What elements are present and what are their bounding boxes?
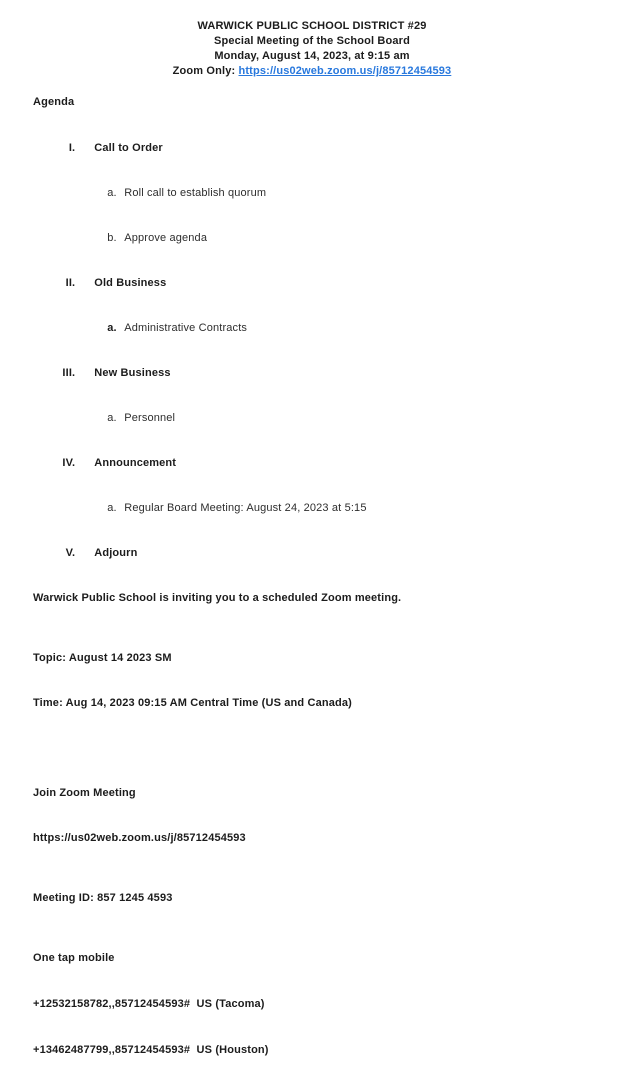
topic-line: Topic: August 14 2023 SM — [33, 652, 172, 664]
header-meeting-subtitle: Special Meeting of the School Board — [214, 35, 410, 47]
agenda-item-adjourn — [33, 531, 594, 576]
header-date-line: Monday, August 14, 2023, at 9:15 am — [214, 50, 410, 62]
header-zoom-line — [33, 64, 591, 79]
zoom-only-label: Zoom Only: — [172, 65, 239, 77]
one-tap-label: One tap mobile — [33, 952, 115, 964]
agenda-item-call-to-order — [33, 126, 594, 171]
subitem-marker: b. — [107, 232, 117, 244]
document-header — [33, 19, 591, 79]
subitem-marker: a. — [107, 187, 117, 199]
header-district-title: WARWICK PUBLIC SCHOOL DISTRICT #29 — [197, 20, 427, 32]
agenda-item-label: Adjourn — [94, 547, 138, 559]
subitem-text: Regular Board Meeting: August 24, 2023 at 5:15 — [124, 502, 367, 514]
subitem-text: Personnel — [124, 412, 176, 424]
subitem-marker: a. — [107, 502, 117, 514]
agenda-subitem-approve-agenda — [33, 216, 594, 261]
agenda-heading: Agenda — [33, 96, 75, 108]
subitem-text: Approve agenda — [124, 232, 208, 244]
agenda-item-label: New Business — [94, 367, 171, 379]
agenda-item-label: Call to Order — [94, 142, 163, 154]
topic-time-block — [33, 621, 594, 741]
agenda-item-announcement — [33, 441, 594, 486]
agenda-subitem-personnel — [33, 396, 594, 441]
agenda-item-numeral: I. — [68, 142, 76, 154]
agenda-list — [33, 126, 594, 576]
agenda-subitem-regular-board-meeting — [33, 486, 594, 531]
subitem-marker: a. — [107, 412, 117, 424]
agenda-item-numeral: III. — [62, 367, 76, 379]
agenda-item-numeral: II. — [65, 277, 76, 289]
tap-number-houston: +13462487799,,85712454593# US (Houston) — [33, 1044, 269, 1056]
join-zoom-block — [33, 756, 594, 876]
time-line: Time: Aug 14, 2023 09:15 AM Central Time (US and Canada) — [33, 697, 352, 709]
invite-intro: Warwick Public School is inviting you to a scheduled Zoom meeting. — [33, 592, 402, 604]
join-zoom-url: https://us02web.zoom.us/j/85712454593 — [33, 832, 246, 844]
subitem-text: Roll call to establish quorum — [124, 187, 267, 199]
join-zoom-label: Join Zoom Meeting — [33, 787, 136, 799]
agenda-item-numeral: V. — [65, 547, 76, 559]
tap-number-tacoma: +12532158782,,85712454593# US (Tacoma) — [33, 998, 265, 1010]
agenda-item-new-business — [33, 351, 594, 396]
subitem-marker: a. — [107, 322, 117, 334]
agenda-item-numeral: IV. — [62, 457, 76, 469]
one-tap-block — [33, 921, 594, 1088]
agenda-subitem-roll-call — [33, 171, 594, 216]
agenda-subitem-administrative-contracts — [33, 306, 594, 351]
subitem-text: Administrative Contracts — [124, 322, 248, 334]
agenda-item-label: Announcement — [94, 457, 177, 469]
zoom-meeting-link[interactable]: https://us02web.zoom.us/j/85712454593 — [238, 65, 452, 77]
meeting-id-line: Meeting ID: 857 1245 4593 — [33, 892, 173, 904]
agenda-item-label: Old Business — [94, 277, 167, 289]
agenda-item-old-business — [33, 261, 594, 306]
